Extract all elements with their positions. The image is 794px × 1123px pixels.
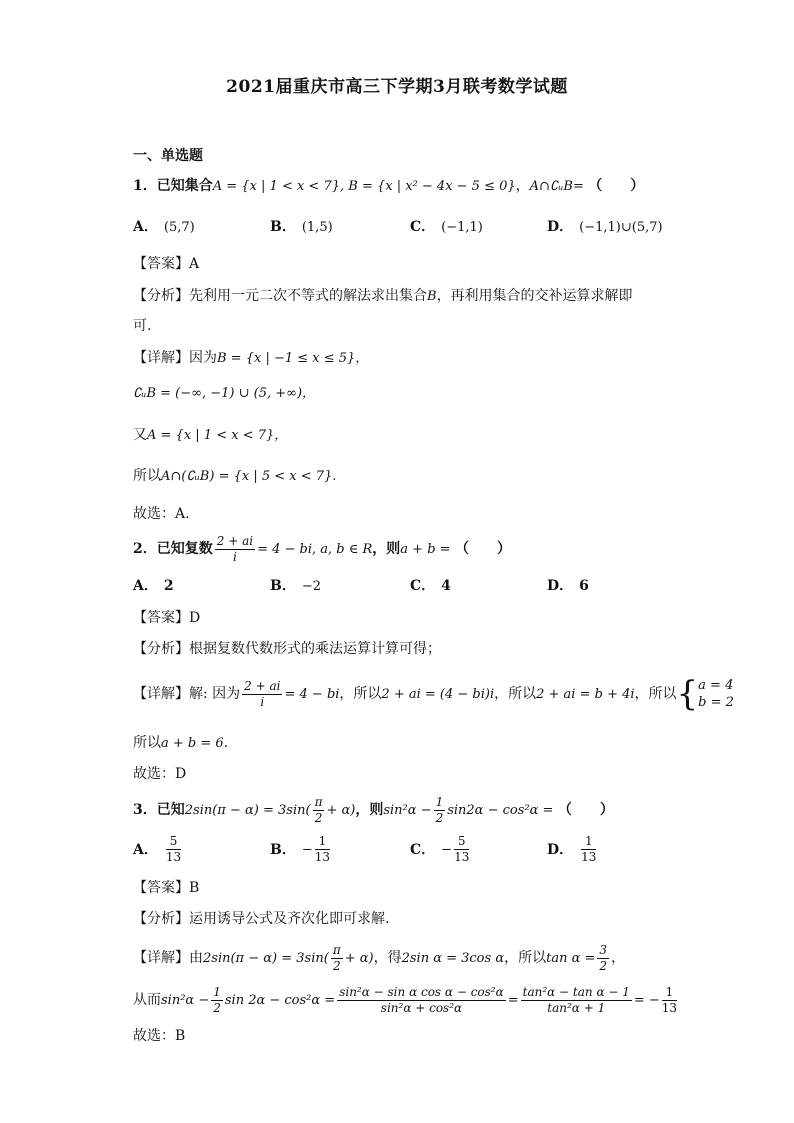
q1-option-c: C． (−1,1) [410, 219, 483, 235]
q1-option-d: D． (−1,1)∪(5,7) [547, 219, 663, 235]
q2-detail-1: 【详解】解: 因为 $\frac{2 + ai}{i}$ = 4 − bi，所以2 + ai = (4 − bi)i，所以2 + ai = b + 4i，所以{ a = 4 b = 2 [133, 674, 734, 714]
q2-choice: 故选：D [133, 766, 187, 782]
q2-detail-2: 所以a + b = 6. [133, 735, 229, 751]
q3-detail-1: 【详解】由2sin(π − α) = 3sin( $\frac{\pi}{2}$ + α)，得2sin α = 3cos α，所以tan α = $\frac{3}{2}$ ， [133, 942, 626, 973]
q1-stem-math: A = {x | 1 < x < 7}, B = {x | x² − 4x − 5 ≤ 0} [212, 179, 516, 194]
q3-option-a: A． $\frac{5}{13}$ [133, 834, 182, 864]
q2-equation-system: { a = 4 b = 2 [676, 674, 734, 714]
section-heading: 一、单选题 [133, 148, 203, 164]
q1-detail-2: ∁ᵤB = (−∞, −1) ∪ (5, +∞)， [133, 386, 316, 401]
q1-detail-4: 所以A∩(∁ᵤB) = {x | 5 < x < 7}. [133, 468, 337, 484]
q1-stem: 1．已知集合A = {x | 1 < x < 7}, B = {x | x² − 4x − 5 ≤ 0}，A∩∁ᵤB= （ ） [133, 178, 645, 194]
q1-stem-math2: A∩∁ᵤB= [529, 179, 584, 194]
q3-option-d: D． $\frac{1}{13}$ [547, 834, 597, 864]
q2-answer: 【答案】D [133, 610, 201, 626]
q2-analysis: 【分析】根据复数代数形式的乘法运算计算可得； [133, 641, 441, 657]
q3-choice: 故选：B [133, 1028, 186, 1044]
page-title: 2021届重庆市高三下学期3月联考数学试题 [226, 77, 568, 97]
q1-analysis-cont: 可. [133, 318, 152, 334]
q1-blank: （ ） [588, 178, 645, 194]
q2-option-d: D． 6 [547, 578, 589, 594]
q3-stem: 3．已知2sin(π − α) = 3sin( $\frac{\pi}{2}$ + α)，则sin²α − $\frac{1}{2}$ sin2α − cos²α = （ ） [133, 794, 614, 825]
q1-option-b: B． (1,5) [270, 219, 333, 235]
q1-analysis: 【分析】先利用一元二次不等式的解法求出集合B，再利用集合的交补运算求解即 [133, 288, 633, 304]
q2-option-c: C． 4 [410, 578, 451, 594]
q2-option-b: B． −2 [270, 578, 322, 594]
q3-detail-2: 从而sin²α − $\frac{1}{2}$ sin 2α − cos²α = $\frac{\text{sin²α − sin α cos α − cos²α}}{\text{sin²α + cos²α}}$ = $\frac{\text{tan²α − tan α − 1}}{\text{tan²α + 1}}$ = − $\frac{1}{13}$ [133, 984, 678, 1015]
q3-analysis: 【分析】运用诱导公式及齐次化即可求解. [133, 911, 390, 927]
q1-detail-3: 又A = {x | 1 < x < 7}， [133, 427, 288, 443]
q1-answer: 【答案】A [133, 256, 200, 272]
q2-stem-fraction: $\frac{2 + ai}{i}$ [216, 533, 254, 564]
q1-detail-1: 【详解】因为B = {x | −1 ≤ x ≤ 5}， [133, 350, 369, 366]
q1-number: 1．已知集合 [133, 178, 213, 194]
q3-option-c: C． − $\frac{5}{13}$ [410, 834, 470, 864]
q3-answer: 【答案】B [133, 880, 200, 896]
q1-option-a: A． (5,7) [133, 219, 195, 235]
q1-choice: 故选：A. [133, 506, 190, 522]
q2-stem: 2．已知复数 $\frac{2 + ai}{i}$ = 4 − bi, a, b ∈ R，则a + b = （ ） [133, 533, 511, 564]
q2-option-a: A． 2 [133, 578, 174, 594]
q3-option-b: B． − $\frac{1}{13}$ [270, 834, 331, 864]
